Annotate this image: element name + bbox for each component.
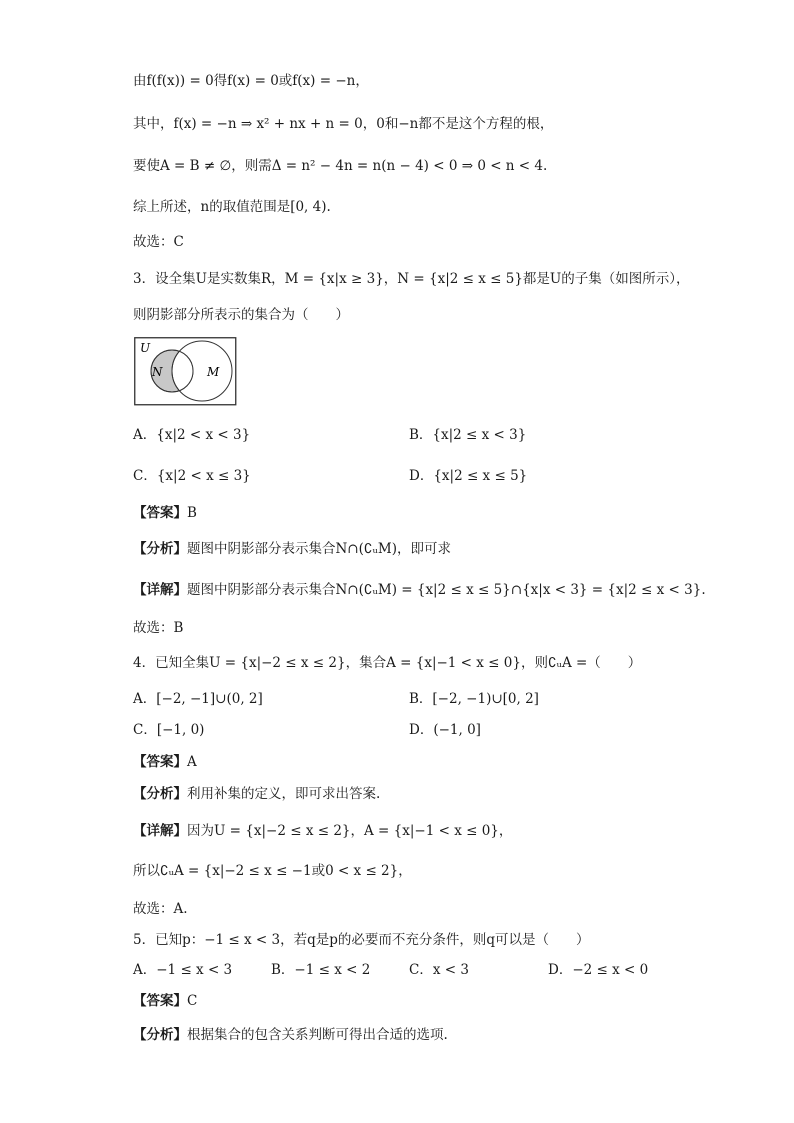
answer-value: A [187,754,197,770]
text-line: 要使A = B ≠ ∅，则需Δ = n² − 4n = n(n − 4) < 0 ⇒ 0 < n < 4. [133,158,548,174]
q5-answer [133,991,197,1011]
q4-option-b: B．[−2, −1)∪[0, 2] [409,691,539,707]
detail-tag: 【详解】 [133,823,187,839]
q4-option-d: D．(−1, 0] [409,722,481,738]
label-u: U [140,341,151,355]
q3-option-a: A．{x|2 < x < 3} [133,427,251,443]
analysis-tag: 【分析】 [133,541,187,557]
answer-value: B [187,505,197,521]
q4-option-a: A．[−2, −1]∪(0, 2] [133,691,263,707]
detail-text: 题图中阴影部分表示集合N∩(∁ᵤM) = {x|2 ≤ x ≤ 5}∩{x|x < 3} = {x|2 ≤ x < 3}. [187,582,706,598]
analysis-text: 利用补集的定义，即可求出答案. [187,786,381,802]
answer-tag: 【答案】 [133,505,187,521]
answer-value: C [187,993,198,1009]
label-n: N [152,365,163,379]
question-3-stem: 3．设全集U是实数集R，M = {x|x ≥ 3}，N = {x|2 ≤ x ≤ 5}都是U的子集（如图所示）， [133,271,690,287]
answer-tag: 【答案】 [133,754,187,770]
venn-diagram [134,337,238,407]
q5-option-b: B．−1 ≤ x < 2 [271,962,371,978]
q3-answer [133,503,197,523]
q3-selection: 故选：B [133,620,184,636]
q5-option-a: A．−1 ≤ x < 3 [133,962,233,978]
question-4-stem: 4．已知全集U = {x|−2 ≤ x ≤ 2}，集合A = {x|−1 < x ≤ 0}，则∁ᵤA =（ ） [133,655,642,671]
q5-analysis [133,1025,448,1045]
q4-option-c: C．[−1, 0) [133,722,205,738]
q5-option-d: D．−2 ≤ x < 0 [548,962,649,978]
detail-tag: 【详解】 [133,582,187,598]
text-line: 其中，f(x) = −n ⇒ x² + nx + n = 0，0和−n都不是这个方程的根， [133,116,554,132]
analysis-tag: 【分析】 [133,786,187,802]
q4-so: 所以∁ᵤA = {x|−2 ≤ x ≤ −1或0 < x ≤ 2}， [133,863,412,879]
q4-answer [133,752,197,772]
q4-analysis [133,784,380,804]
q5-option-c: C．x < 3 [409,962,469,978]
q3-analysis [133,539,451,559]
question-3-stem-cont: 则阴影部分所表示的集合为（ ） [133,307,349,323]
q3-detail [133,580,706,600]
question-5-stem: 5．已知p：−1 ≤ x < 3，若q是p的必要而不充分条件，则q可以是（ ） [133,932,590,948]
detail-text: 因为U = {x|−2 ≤ x ≤ 2}，A = {x|−1 < x ≤ 0}， [187,823,513,839]
label-m: M [207,365,220,379]
analysis-tag: 【分析】 [133,1027,187,1043]
q4-selection: 故选：A. [133,901,188,917]
text-line: 由f(f(x)) = 0得f(x) = 0或f(x) = −n， [133,73,369,89]
q4-detail [133,821,512,841]
answer-tag: 【答案】 [133,993,187,1009]
text-line: 综上所述，n的取值范围是[0, 4). [133,199,331,215]
q3-option-d: D．{x|2 ≤ x ≤ 5} [409,468,528,484]
analysis-text: 根据集合的包含关系判断可得出合适的选项. [187,1027,448,1043]
analysis-text: 题图中阴影部分表示集合N∩(∁ᵤM)，即可求 [187,541,451,557]
q3-option-b: B．{x|2 ≤ x < 3} [409,427,527,443]
text-line: 故选：C [133,234,184,250]
q3-option-c: C．{x|2 < x ≤ 3} [133,468,251,484]
